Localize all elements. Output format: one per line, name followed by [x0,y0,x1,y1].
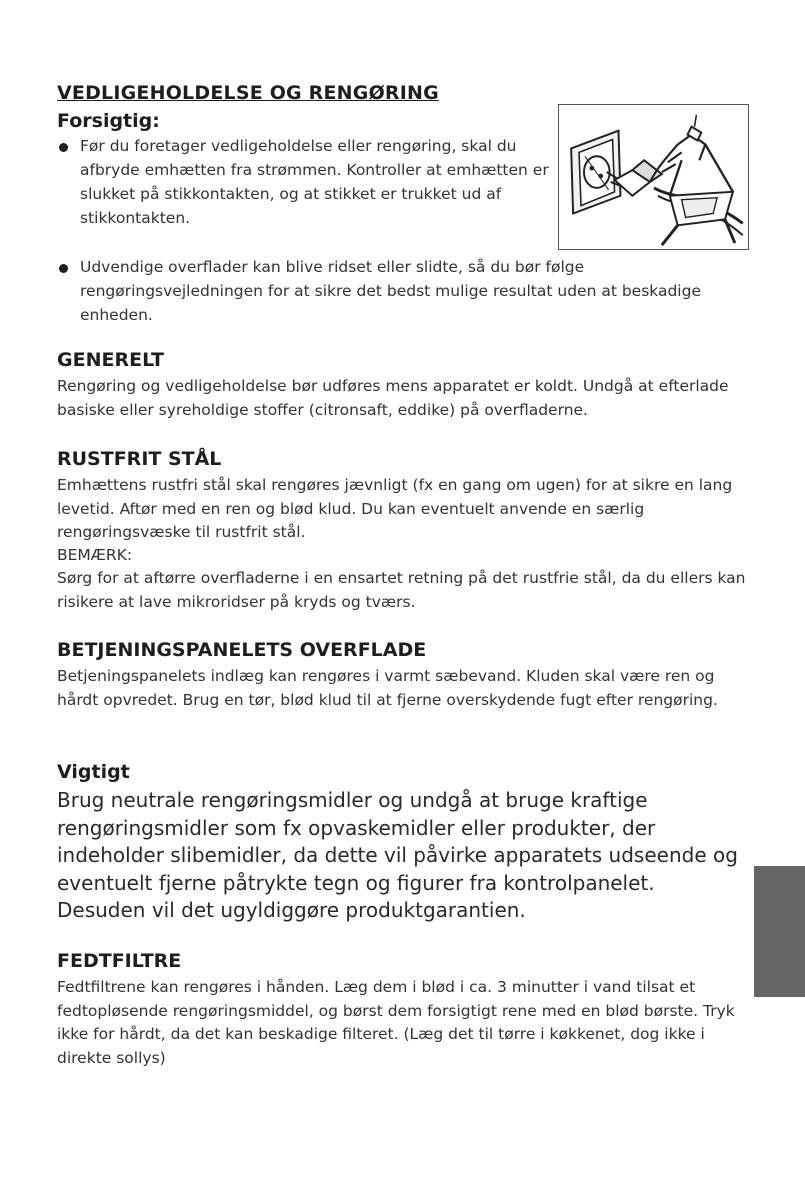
bullet-dot-icon [59,264,68,273]
bullet-text: Udvendige overflader kan blive ridset eller slidte, så du bør følge rengøringsvejledningen for at sikre det bedst mulige resultat uden at beskadige enheden. [80,258,701,324]
bullet-dot-icon [59,143,68,152]
section-text-general: Rengøring og vedligeholdelse bør udføres mens apparatet er koldt. Undgå at efterlade basiske eller syreholdige stoffer (citronsaft, eddike) på overfladerne. [57,377,729,419]
note-text: Sørg for at aftørre overfladerne i en ensartet retning på det rustfrie stål, da du ellers kan risikere at lave mikroridser på kryds og tværs. [57,569,746,611]
page-title: VEDLIGEHOLDELSE OG RENGØRING [57,82,439,104]
note-label: BEMÆRK: [57,546,133,564]
section-text-important: Brug neutrale rengøringsmidler og undgå at bruge kraftige rengøringsmidler som fx opvaskemidler eller produkter, der indeholder slibemidler, da dette vil påvirke apparatets udseende og eventuelt fjerne påtrykte tegn og figurer fra kontrolpanelet. Desuden vil det ugyldiggøre produktgarantien. [57,788,738,922]
section-text-panel: Betjeningspanelets indlæg kan rengøres i varmt sæbevand. Kluden skal være ren og hårdt opvredet. Brug en tør, blød klud til at fjerne overskydende fugt efter rengøring. [57,667,718,709]
section-text-stainless: Emhættens rustfri stål skal rengøres jævnligt (fx en gang om ugen) for at sikre en lang levetid. Aftør med en ren og blød klud. Du kan eventuelt anvende en særlig rengøringsvæske til rustfrit stål. [57,476,733,541]
section-heading-stainless: RUSTFRIT STÅL [57,448,222,470]
bullet-item [57,255,748,327]
unplug-illustration [558,104,749,250]
caution-heading: Forsigtig: [57,110,160,132]
section-heading-general: GENERELT [57,349,164,371]
section-heading-panel: BETJENINGSPANELETS OVERFLADE [57,639,427,661]
section-heading-important: Vigtigt [57,761,130,783]
section-heading-filters: FEDTFILTRE [57,950,182,972]
unplug-from-socket-icon [559,105,748,249]
bullet-item [57,134,550,230]
bullet-text: Før du foretager vedligeholdelse eller rengøring, skal du afbryde emhætten fra strømmen. Kontroller at emhætten er slukket på stikkontakten, og at stikket er trukket ud af stikkontakten. [80,137,549,227]
section-text-filters: Fedtfiltrene kan rengøres i hånden. Læg dem i blød i ca. 3 minutter i vand tilsat et fedtopløsende rengøringsmiddel, og børst dem forsigtigt rene med en blød børste. Tryk ikke for hårdt, da det kan beskadige filteret. (Læg det til tørre i køkkenet, dog ikke i direkte sollys) [57,978,735,1067]
side-tab-marker [754,866,805,997]
